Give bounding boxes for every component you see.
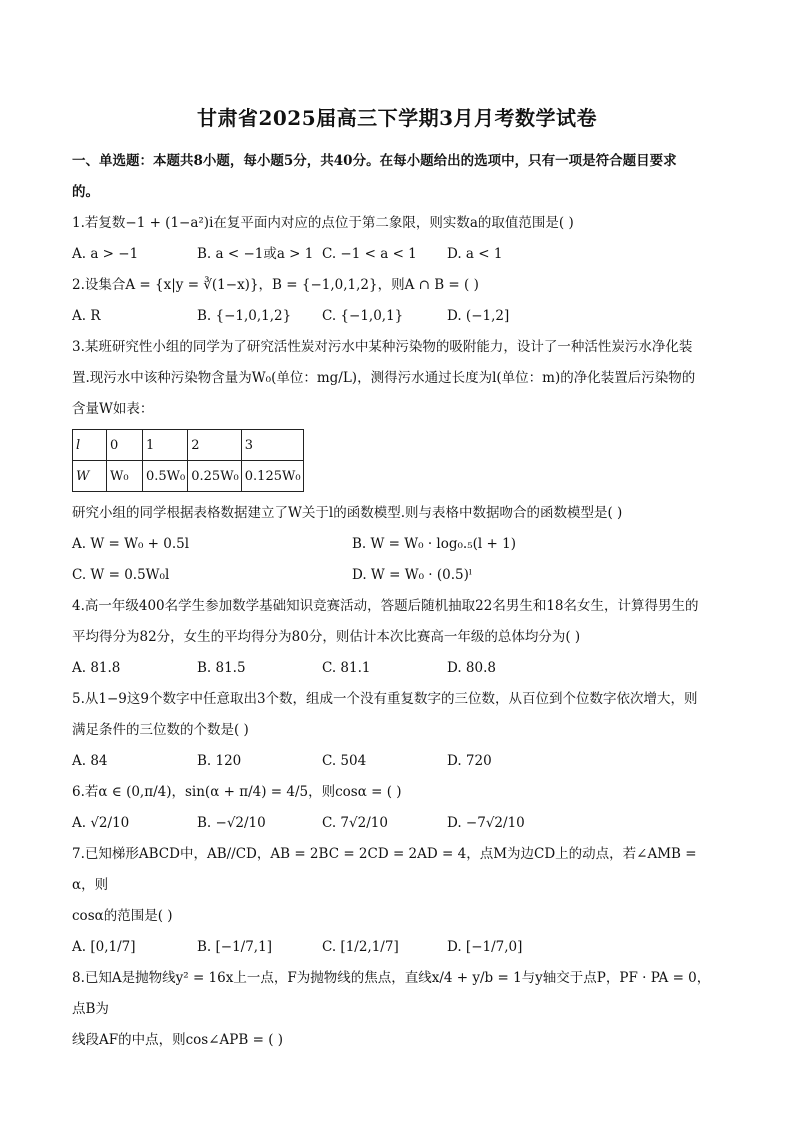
question-6-options <box>72 808 722 839</box>
q7-option-a[interactable]: A. [0,1/7] <box>72 939 136 955</box>
q6-option-a[interactable]: A. √2/10 <box>72 815 130 831</box>
table-cell: 0.5W₀ <box>143 461 188 492</box>
q3-option-a[interactable]: A. W = W₀ + 0.5l <box>72 536 190 552</box>
question-4-stem-line-2: 平均得分为82分，女生的平均得分为80分，则估计本次比赛高一年级的总体均分为( ) <box>72 629 581 645</box>
table-cell: 0 <box>107 430 143 461</box>
q6-option-c[interactable]: C. 7√2/10 <box>322 815 388 831</box>
question-1-options <box>72 239 722 270</box>
question-2-stem: 2.设集合A = {x|y = ∛(1−x)}，B = {−1,0,1,2}，则A ∩ B = ( ) <box>72 277 479 293</box>
q1-option-d[interactable]: D. a < 1 <box>447 246 503 262</box>
table-cell: W <box>73 461 107 492</box>
question-3-options-row-1 <box>72 529 722 560</box>
q3-option-c[interactable]: C. W = 0.5W₀l <box>72 567 170 583</box>
table-cell: 1 <box>143 430 188 461</box>
q4-option-d[interactable]: D. 80.8 <box>447 660 496 676</box>
question-6-stem: 6.若α ∈ (0,π/4)，sin(α + π/4) = 4/5，则cosα = ( ) <box>72 784 402 800</box>
table-cell: l <box>73 430 107 461</box>
q7-option-b[interactable]: B. [−1/7,1] <box>197 939 272 955</box>
question-3-stem-line-3: 含量W如表： <box>72 401 154 417</box>
q5-option-c[interactable]: C. 504 <box>322 753 367 769</box>
section-heading-cont-text: 的。 <box>72 184 99 200</box>
table-cell: 0.25W₀ <box>188 461 242 492</box>
table-row <box>73 430 304 461</box>
question-5-options <box>72 746 722 777</box>
table-cell: 2 <box>188 430 242 461</box>
q5-option-d[interactable]: D. 720 <box>447 753 492 769</box>
q6-option-d[interactable]: D. −7√2/10 <box>447 815 525 831</box>
table-cell: W₀ <box>107 461 143 492</box>
q4-option-c[interactable]: C. 81.1 <box>322 660 371 676</box>
question-7-stem-line-2: cosα的范围是( ) <box>72 908 173 924</box>
q2-option-a[interactable]: A. R <box>72 308 101 324</box>
table-row <box>73 461 304 492</box>
question-3-options-row-2 <box>72 560 722 591</box>
q3-option-d[interactable]: D. W = W₀ · (0.5)ˡ <box>352 567 473 583</box>
question-4-options <box>72 653 722 684</box>
q7-option-c[interactable]: C. [1/2,1/7] <box>322 939 399 955</box>
question-7-options <box>72 932 722 963</box>
q2-option-c[interactable]: C. {−1,0,1} <box>322 308 404 324</box>
question-1-stem: 1.若复数−1 + (1−a²)i在复平面内对应的点位于第二象限，则实数a的取值范围是( ) <box>72 215 574 231</box>
question-4-stem-line-1: 4.高一年级400名学生参加数学基础知识竞赛活动，答题后随机抽取22名男生和18名女生，计算得男生的 <box>72 598 699 614</box>
question-3-stem-line-2: 置.现污水中该种污染物含量为W₀(单位：mg/L)，测得污水通过长度为l(单位：m)的净化装置后污染物的 <box>72 370 696 386</box>
question-3-stem-line-1: 3.某班研究性小组的同学为了研究活性炭对污水中某种污染物的吸附能力，设计了一种活性炭污水净化装 <box>72 339 693 355</box>
question-7-stem-line-1: 7.已知梯形ABCD中，AB//CD，AB = 2BC = 2CD = 2AD = 4，点M为边CD上的动点，若∠AMB = α，则 <box>72 846 697 893</box>
table-cell: 0.125W₀ <box>241 461 303 492</box>
q1-option-b[interactable]: B. a < −1或a > 1 <box>197 246 314 262</box>
q6-option-b[interactable]: B. −√2/10 <box>197 815 266 831</box>
section-heading-cont <box>72 177 722 208</box>
q2-option-d[interactable]: D. (−1,2] <box>447 308 510 324</box>
q2-option-b[interactable]: B. {−1,0,1,2} <box>197 308 292 324</box>
question-5-stem-line-2: 满足条件的三位数的个数是( ) <box>72 722 249 738</box>
q4-option-b[interactable]: B. 81.5 <box>197 660 246 676</box>
q4-option-a[interactable]: A. 81.8 <box>72 660 121 676</box>
question-8-stem-line-1: 8.已知A是抛物线y² = 16x上一点，F为抛物线的焦点，直线x/4 + y/b = 1与y轴交于点P，PF · PA = 0，点B为 <box>72 970 711 1017</box>
q5-option-b[interactable]: B. 120 <box>197 753 242 769</box>
question-3-table <box>72 429 304 492</box>
section-heading <box>72 146 722 177</box>
q5-option-a[interactable]: A. 84 <box>72 753 108 769</box>
table-cell: 3 <box>241 430 303 461</box>
question-2-options <box>72 301 722 332</box>
question-8-stem-line-2: 线段AF的中点，则cos∠APB = ( ) <box>72 1032 284 1048</box>
q1-option-a[interactable]: A. a > −1 <box>72 246 139 262</box>
question-3-after: 研究小组的同学根据表格数据建立了W关于l的函数模型.则与表格中数据吻合的函数模型是( ) <box>72 505 623 521</box>
section-heading-text: 一、单选题：本题共8小题，每小题5分，共40分。在每小题给出的选项中，只有一项是符合题目要求 <box>72 153 677 169</box>
q7-option-d[interactable]: D. [−1/7,0] <box>447 939 523 955</box>
page-title: 甘肃省2025届高三下学期3月月考数学试卷 <box>196 106 598 130</box>
q3-option-b[interactable]: B. W = W₀ · log₀.₅(l + 1) <box>352 536 516 552</box>
q1-option-c[interactable]: C. −1 < a < 1 <box>322 246 417 262</box>
question-5-stem-line-1: 5.从1−9这9个数字中任意取出3个数，组成一个没有重复数字的三位数，从百位到个位数字依次增大，则 <box>72 691 698 707</box>
